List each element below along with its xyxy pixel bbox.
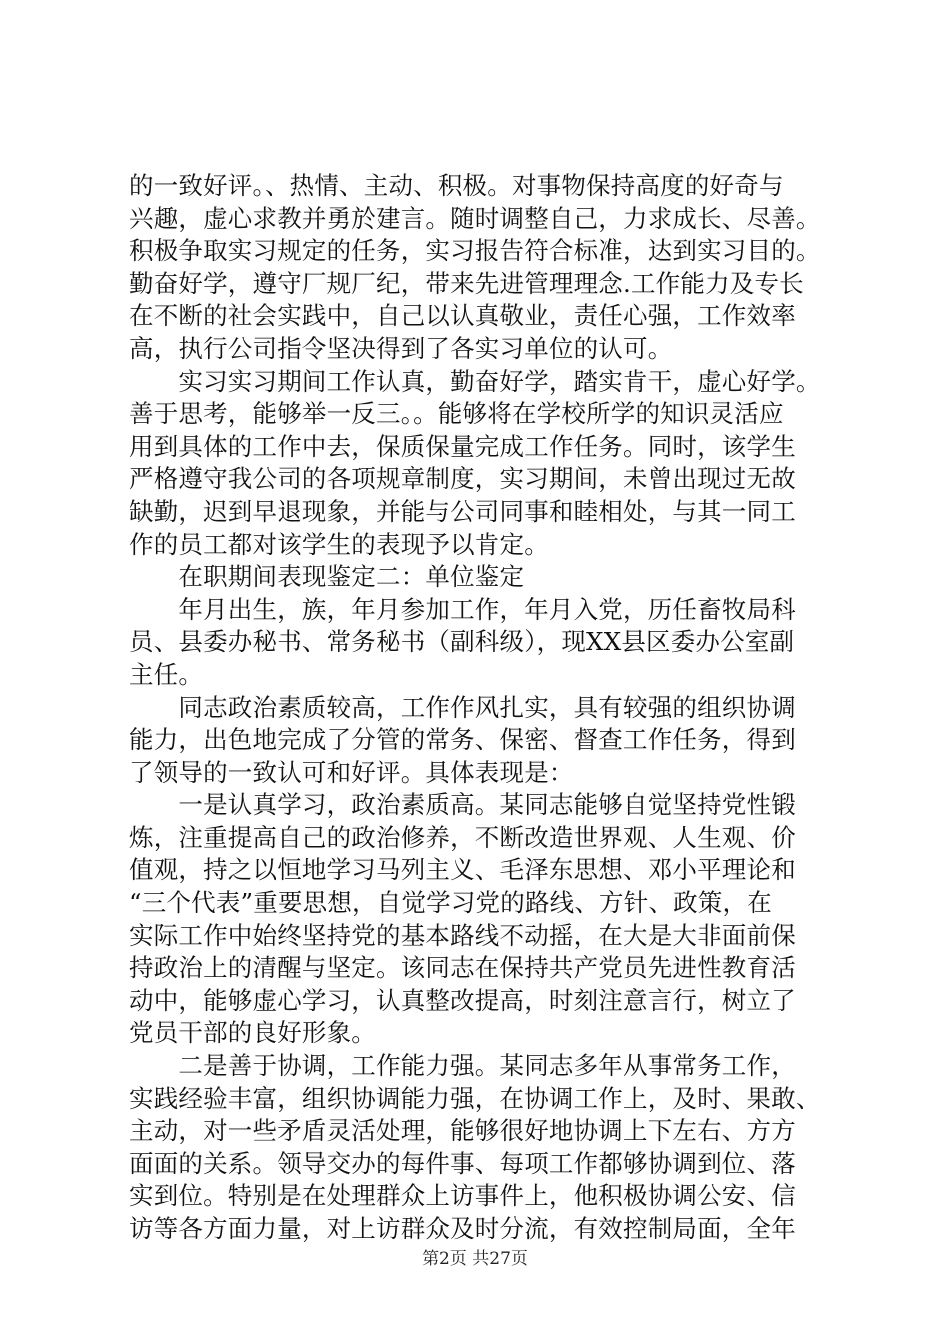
document-body	[129, 170, 829, 1246]
text-line: 一是认真学习，政治素质高。某同志能够自觉坚持党性锻	[129, 790, 796, 820]
text-line: 面面的关系。领导交办的每件事、每项工作都够协调到位、落	[129, 1148, 796, 1178]
text-line: 炼，注重提高自己的政治修养，不断改造世界观、人生观、价	[129, 822, 796, 852]
text-line: 缺勤，迟到早退现象，并能与公司同事和睦相处，与其一同工	[129, 496, 796, 526]
page-number-footer: 第2页 共27页	[422, 1249, 528, 1269]
text-line: 在不断的社会实践中，自己以认真敬业，责任心强，工作效率	[129, 301, 796, 331]
text-line: 善于思考，能够举一反三。。能够将在学校所学的知识灵活应	[129, 399, 784, 429]
text-line: 兴趣，虚心求教并勇於建言。随时调整自己，力求成长、尽善。	[129, 203, 821, 233]
text-line: 主动，对一些矛盾灵活处理，能够很好地协调上下左右、方方	[129, 1116, 796, 1146]
text-line: 积极争取实习规定的任务，实习报告符合标准，达到实习目的。	[129, 236, 821, 266]
text-line: 实习实习期间工作认真，勤奋好学，踏实肯干，虚心好学。	[129, 366, 821, 396]
text-line: 访等各方面力量，对上访群众及时分流，有效控制局面，全年	[129, 1214, 796, 1243]
text-line: 动中，能够虚心学习，认真整改提高，时刻注意言行，树立了	[129, 985, 796, 1015]
text-line: 二是善于协调，工作能力强。某同志多年从事常务工作，	[129, 1051, 796, 1081]
text-line: 作的员工都对该学生的表现予以肯定。	[129, 529, 549, 559]
text-line: 年月出生，族，年月参加工作，年月入党，历任畜牧局科	[129, 594, 796, 624]
text-line: 主任。	[129, 659, 204, 689]
text-line: 值观，持之以恒地学习马列主义、毛泽东思想、邓小平理论和	[129, 855, 796, 885]
text-line: 党员干部的良好形象。	[129, 1018, 376, 1048]
text-line: 实到位。特别是在处理群众上访事件上，他积极协调公安、信	[129, 1181, 796, 1211]
text-line: 同志政治素质较高，工作作风扎实，具有较强的组织协调	[129, 692, 796, 722]
text-line: 了领导的一致认可和好评。具体表现是：	[129, 757, 574, 787]
section-heading: 在职期间表现鉴定二：单位鉴定	[129, 562, 525, 592]
text-line: “三个代表”重要思想，自觉学习党的路线、方针、政策，在	[129, 888, 772, 918]
text-line: 员、县委办秘书、常务秘书（副科级），现XX县区委办公室副	[129, 627, 795, 657]
text-line: 的一致好评。、热情、主动、积极。对事物保持高度的好奇与	[129, 171, 784, 200]
text-line: 勤奋好学，遵守厂规厂纪，带来先进管理理念.工作能力及专长	[129, 268, 804, 298]
text-line: 能力，出色地完成了分管的常务、保密、督查工作任务，得到	[129, 725, 796, 755]
text-line: 持政治上的清醒与坚定。该同志在保持共产党员先进性教育活	[129, 953, 796, 983]
text-line: 用到具体的工作中去，保质保量完成工作任务。同时，该学生	[129, 431, 796, 461]
text-line: 高，执行公司指令坚决得到了各实习单位的认可。	[129, 333, 673, 363]
text-line: 严格遵守我公司的各项规章制度，实习期间，未曾出现过无故	[129, 464, 796, 494]
text-line: 实践经验丰富，组织协调能力强，在协调工作上，及时、果敢、	[129, 1083, 821, 1113]
text-line: 实际工作中始终坚持党的基本路线不动摇，在大是大非面前保	[129, 920, 796, 950]
